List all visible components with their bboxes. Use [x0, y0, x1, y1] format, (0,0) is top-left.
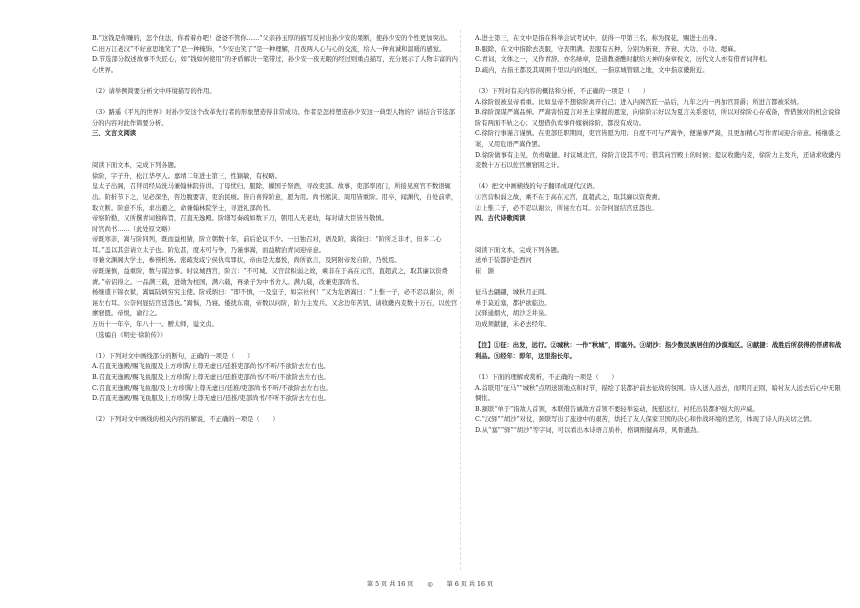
left-column-line: [92, 76, 460, 87]
right-column-line: （1）下面的理解或赏析，不正确的一项是（ ）: [475, 374, 618, 381]
left-column-line: [92, 98, 460, 109]
left-column-line: D.节选部分叙述故事不失匠心，如“钱如何使用”的矛盾解决一笔带过，孙少安一夜无眠的经过则重点描写，充分展示了人物丰富的内心世界。: [92, 56, 458, 74]
right-column-line: [475, 331, 843, 342]
right-column-line: [475, 172, 843, 183]
left-column-line: 帝察阶勤，又所撰青词独称旨，召直无逸殿。阶缮写奏疏如数下刀，朝用人无老幼，每对诸大臣皆当敬慎。: [92, 215, 388, 223]
right-column-line: 【注】①征：出发，远行。②城秋：一作“秋城”，即塞外。③胡沙：指少数民族居住的沙漠地区。④献捷：战胜后所获得的俘虏和战利品。⑤经年：即年，这里指长年。: [475, 342, 842, 360]
right-column-line: ①宫营积弱之故，乘不在于高在元宫，直超武之，取其廉以资费赉。: [475, 193, 664, 201]
column-divider: [460, 30, 461, 570]
right-column-line: 四、古代诗歌阅读: [475, 215, 526, 223]
left-page-number: 第 5 页 共 16 页: [366, 581, 414, 588]
right-column-line: [475, 76, 843, 87]
left-column-line: C.田万江老汉“不好意思地笑了”是一种掩饰，“少安也笑了”是一种理解，月夜两人心与心的交流，给人一种真诚和温暖的感觉。: [92, 45, 446, 53]
left-column-line: C.召直无逸殿/赐飞鱼服/及上方珍馔/上尊无虚日/廷推/吏部尚书不听/不欲阶去左右也。: [92, 384, 332, 392]
left-column-line: B.召直无逸殿/赐飞鱼服及上方珍馔/上尊无虚日/廷推吏部尚书/不听/不欲阶去左右也。: [92, 374, 330, 381]
right-column-line: （3）下列对有关内容的概括和分析，不正确的一项是（ ）: [475, 87, 650, 95]
left-column-line: 皇太子出阁，召拜司经局洗马兼翰林院侍讲。丁母忧归，服除，擢国子祭酒，寻改吏部。故事，吏部率闭门，所接见庶官不数语辄出。阶折节下之，见必深坐，咨边腹要害，吏治民瘼。皆自喜得阶意，愿为用。尚书熊浃、周用皆重阶。用卒，闻渊代，自处前辈，取立断。阶意不乐，求出避之，命兼翰林院学士，寻进礼部尚书。: [92, 183, 458, 212]
left-column-line: [92, 140, 460, 151]
left-column-line: [92, 341, 460, 352]
right-column-line: C.徐阶行事谨言谨慎。在吏部任职期间，吏官皆愿为用；自度不可与严嵩争，便谨事严嵩，且更加精心写作青词迎合帝意。杨继盛之案，又用危语严嵩作罢。: [475, 130, 841, 148]
right-column-line: 送单于装都护赴西河: [475, 257, 532, 265]
left-column-line: （3）路遥《平凡的世界》对孙少安这个改革先行者的形象塑造得非常成功。作者是怎样塑造孙少安这一典型人物的？请结合节选部分的内容对此作简要分析。: [92, 109, 455, 127]
right-column-line: 崔 颢: [475, 268, 494, 276]
right-column-line: D.疏内，古指王都及其周围千里以内的地区，一指京城管辖之地，文中指京畿附近。: [475, 66, 709, 74]
right-column-line: （4）把文中画横线的句子翻译成现代汉语。: [475, 183, 599, 191]
right-column-line: D.徐阶做事有主见，负责敏捷。时议城北宫，徐阶言设其不可；借其向宫殿上的时候；提议收畿内麦，徐阶力主发兵，还请求收畿内麦数十万石以佐官廪窘困之计。: [475, 151, 841, 170]
right-column-line: A.进士第三，在文中是指在科举会试考试中，获得一甲第三名，称为探花，赐进士出身。: [475, 35, 721, 42]
right-column-line: C.青词，文体之一，又作青辞，亦名绿章，是道教斋醮时献给天神的奏章祝文，历代文人亦有借青词拜相。: [475, 56, 772, 64]
page-footer: [0, 579, 860, 588]
left-column-line: 万历十一年卒，年八十一。赠太师，谥文贞。: [92, 321, 218, 329]
right-column-line: 阅读下面文本，完成下列各题。: [475, 246, 564, 254]
left-column-line: [92, 405, 460, 416]
right-column-line: C.“汉驿”“胡沙”对仗，颈联写出了旅途中的艰苦，烘托了友人保家卫国的决心和作战环境的恶劣，体现了诗人的关切之情。: [475, 416, 816, 424]
right-page-number: 第 6 页 共 16 页: [446, 581, 494, 588]
right-column-line: B.服除，在文中指除去丧服，守丧期满。丧服有五种，分别为斩衰、齐衰、大功、小功、缌麻。: [475, 45, 740, 53]
left-column: [92, 34, 460, 426]
left-column-line: 帝既寒亲，嵩与阶同列，既而益相猜，阶立朝数十年，前后论议不少。一日独召对，语及阶，嵩徐曰：“阶所乏非才，但多二心耳。”盖以其尝请立太子也。阶危甚，度未可与争，乃谨事嵩，而益精治青词迎帝意。: [92, 236, 442, 254]
right-column-line: [475, 225, 843, 236]
footer-separator-icon: ◎: [427, 581, 433, 588]
right-column-line: A.首联用“征马”“城秋”点明送别地点和时节，描绘了装都护前去征战的氛围。诗人送人远去，而明月正圆，暗衬友人远去后心中无限惆怅。: [475, 384, 841, 403]
right-column-line: 征马去翩翩，城秋月正圆。: [475, 289, 551, 297]
left-column-line: 阅读下面文本，完成下列各题。: [92, 162, 181, 170]
left-column-line: 帝既谨慎，益重阶，数与谋边事。时议城西宫，阶言：“不可城。又宫营积弱之故，乘非在于高在元宫，直超武之，取其廉以资费赉。”帝诏得之。一品满三载，进勋为柱国，满六载，再录子为中书舍人。满九载，改兼吏部尚书。: [92, 268, 448, 286]
left-column-line: 徐阶，字子升，松江华亭人。嘉靖二年进士第三，性颖敏，有权略。: [92, 172, 281, 180]
left-column-line: 时官尚书……（此处原文略）: [92, 225, 174, 233]
right-column-line: B.颔联“单于”指敌人首领，本联借告诫敌方首领不要轻举妄动，抚慰远行，衬托出装都护强大的声威。: [475, 405, 759, 413]
right-column-line: 汉驿通烟火，胡沙乏井泉。: [475, 310, 551, 318]
left-column-line: （选编自《明史·徐阶传》）: [92, 331, 167, 339]
left-column-line: 三、文言文阅读: [92, 130, 137, 138]
left-column-line: D.召直无逸殿/赐飞鱼服及上方珍馔/上尊无虚日/廷推/吏部尚书/不听不欲阶去左右也。: [92, 395, 330, 403]
right-column-line: D.从“塞”“驿”“胡沙”等字词，可以看出本诗语言质朴，格调刚健高昂，风骨遒劲。: [475, 426, 703, 434]
left-column-line: （1）下列对文中画线部分的断句，正确的一项是（ ）: [92, 352, 254, 360]
right-column-line: 功成须献捷，未必去经年。: [475, 321, 551, 329]
left-column-line: 杨继盛下锦衣狱，嵩属陆炳穷究主使。阶戒炳曰：“即不慎，一及皇子，如宗社何！”又为危语嵩曰：“上惟一子，必不忍以谢公，所诬左右耳。公奈何显结宫廷怨也。”嵩惧，乃寝。倭扰东南，帝数以问阶，阶力主发兵。又念边年苦饥，请收畿内麦数十万石，以佐官廪窘匮。帝悦，谕行之。: [92, 289, 458, 318]
left-column-line: [92, 151, 460, 162]
left-column-line: （2）请举例简要分析文中环境描写的作用。: [92, 87, 216, 95]
left-column-line: B.“这钱是你赚的，怎个住法，你看着办吧！爸爸不管你……”父亲孙玉厚的描写反衬出孙少安的果断，使孙少安的个性更加突出。: [92, 35, 452, 42]
right-column-line: ②上惟二子，必不忍以谢公，所诬左右耳。公奈何显结宫廷怨也。: [475, 204, 658, 212]
right-column-line: B.徐阶深谋严嵩品惮。严嵩害怕夏言对圣主掌握的恩宠，向徐阶示好以为夏言关系密切，所以对徐阶心存戒备，曾借独对的机会说徐阶有两面不轨之心；又想借仇鸾事件嫁祸徐阶，都没有成功。: [475, 109, 841, 127]
right-column-line: [475, 235, 843, 246]
left-column-line: 寻兼文渊阁大学士，参预机务。密疏发咸宁侯仇鸾罪状，帝由是大嘉悦，尚所欲言，及阿附帝发自阶，乃悦焉。: [92, 257, 401, 265]
right-column-line: 单于莫近塞，都护欲临边。: [475, 299, 551, 307]
right-column-line: A.徐阶很被皇帝看重。比如皇帝不想徐阶离开自己；进入内阁宫匠一品后，九年之内一再加官晋爵；所进言都被采纳。: [475, 98, 803, 106]
left-column-line: （2）下列对文中画线的相关内容的解说，不正确的一项是（ ）: [92, 416, 279, 424]
left-column-line: A.召直无逸殿/赐飞鱼服及上方珍馔/上尊无虚日/廷推吏部尚书/不听/不欲阶去左右也。: [92, 363, 330, 371]
right-column-line: [475, 362, 843, 373]
right-column: [475, 34, 843, 437]
right-column-line: [475, 278, 843, 289]
